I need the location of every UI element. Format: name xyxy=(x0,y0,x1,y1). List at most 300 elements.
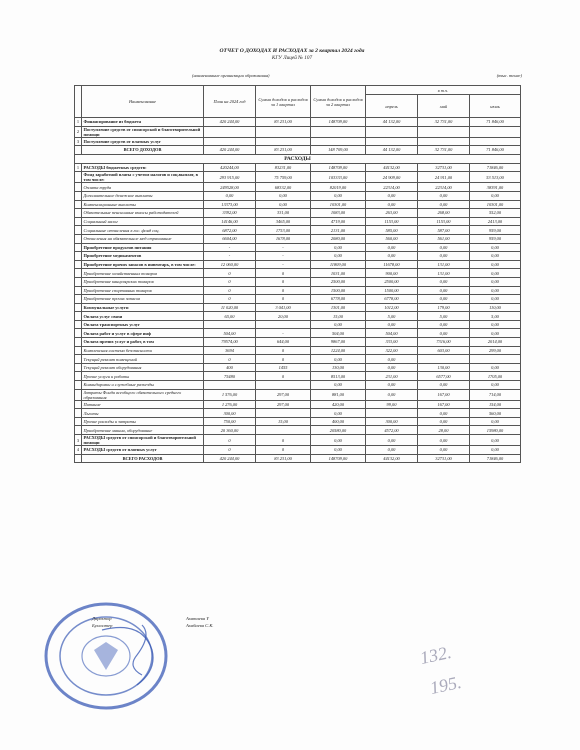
cell-q1: 297,00 xyxy=(256,389,311,400)
cell-name: Социальные отчисления в гос. фонд соц. xyxy=(82,226,204,235)
cell-plan: 1 576,00 xyxy=(204,389,256,400)
cell-plan: 14146,00 xyxy=(204,217,256,226)
cell-name: ВСЕГО РАСХОДОВ xyxy=(82,454,204,463)
table-row xyxy=(75,426,521,435)
cell-jun: 71 846,00 xyxy=(470,146,521,155)
cell-may: 5,00 xyxy=(418,312,470,321)
cell-name: Прочие расходы и затраты xyxy=(82,417,204,426)
cell-may: 0,00 xyxy=(418,446,470,455)
cell-q2: 0,00 xyxy=(311,409,366,418)
cell-apr: 44 132,00 xyxy=(366,146,418,155)
director-label: Директор xyxy=(92,616,112,621)
cell-name: Компенсационные выплаты xyxy=(82,200,204,209)
cell-may: 7316,00 xyxy=(418,338,470,347)
cell-q2: 1031,00 xyxy=(311,269,366,278)
cell-may: 0,00 xyxy=(418,252,470,261)
cell-name: Оплата работ и услуг в сфере инф xyxy=(82,329,204,338)
cell-n xyxy=(75,417,82,426)
cell-q1: 83 231,00 xyxy=(256,454,311,463)
table-row xyxy=(75,277,521,286)
cell-may: 561,00 xyxy=(418,234,470,243)
cell-apr: 2500,00 xyxy=(366,277,418,286)
cell-jun: 71 846,00 xyxy=(470,118,521,127)
cell-name: Приобретение канцелярских товаров xyxy=(82,277,204,286)
cell-q1: 83 231,00 xyxy=(256,118,311,127)
table-row xyxy=(75,435,521,446)
col-q2: Сумма доходов и расходов за 2 квартал xyxy=(311,86,366,118)
cell-plan: - xyxy=(204,252,256,261)
table-row xyxy=(75,409,521,418)
income-expense-table xyxy=(74,85,521,463)
cell-n xyxy=(75,286,82,295)
cell-plan: 75480 xyxy=(204,372,256,381)
cell-q1: 75 759,00 xyxy=(256,172,311,183)
cell-name: Приобретение хозяйственных товаров xyxy=(82,269,204,278)
org-caption: (наименование организации образования) xyxy=(192,73,270,78)
cell-may: 24 911,00 xyxy=(418,172,470,183)
cell-plan: 65,00 xyxy=(204,312,256,321)
cell-jun: 0,00 xyxy=(470,260,521,269)
cell-q2: 2080,00 xyxy=(311,234,366,243)
cell-name: Оплата труда xyxy=(82,183,204,192)
cell-may: 179,00 xyxy=(418,303,470,312)
cell-jun: 154,00 xyxy=(470,400,521,409)
cell-jun: 38391,00 xyxy=(470,183,521,192)
cell-plan: 79574,00 xyxy=(204,338,256,347)
table-row xyxy=(75,389,521,400)
cell-may: 0,00 xyxy=(418,191,470,200)
cell-jun: 0,00 xyxy=(470,320,521,329)
cell-apr: 1153,00 xyxy=(366,217,418,226)
cell-q2: 6778,00 xyxy=(311,295,366,304)
cell-q2: 2131,00 xyxy=(311,226,366,235)
cell-n: 3 xyxy=(75,137,82,146)
cell-apr: 0,00 xyxy=(366,320,418,329)
cell-n xyxy=(75,400,82,409)
table-row xyxy=(75,209,521,218)
cell-n xyxy=(75,200,82,209)
cell-plan: 750,00 xyxy=(204,417,256,426)
cell-n xyxy=(75,269,82,278)
table-row xyxy=(75,146,521,155)
cell-plan: 1 276,00 xyxy=(204,400,256,409)
cell-n xyxy=(75,146,82,155)
cell-n xyxy=(75,252,82,261)
cell-apr: 24 909,00 xyxy=(366,172,418,183)
table-row xyxy=(75,183,521,192)
table-row xyxy=(75,346,521,355)
cell-plan: 20 360,00 xyxy=(204,426,256,435)
cell-jun: 0,00 xyxy=(470,277,521,286)
cell-plan: 400 xyxy=(204,363,256,372)
table-row xyxy=(75,338,521,347)
cell-q1: 20,00 xyxy=(256,312,311,321)
accountant-name: Ахабаева С.К. xyxy=(186,623,214,628)
cell-plan: 0 xyxy=(204,435,256,446)
table-row xyxy=(75,217,521,226)
cell-may: 0,00 xyxy=(418,435,470,446)
cell-may: 1153,00 xyxy=(418,217,470,226)
table-row xyxy=(75,400,521,409)
cell-n xyxy=(75,209,82,218)
cell-name: Поступление средств от спонсорской и благотворительной помощи xyxy=(82,126,204,137)
table-row xyxy=(75,320,521,329)
cell-jun: 552,00 xyxy=(470,209,521,218)
table-row xyxy=(75,312,521,321)
cell-q1 xyxy=(256,320,311,329)
cell-jun: 0,00 xyxy=(470,435,521,446)
cell-plan: 0 xyxy=(204,295,256,304)
cell-may: 167,00 xyxy=(418,389,470,400)
cell-jun: 110,00 xyxy=(470,303,521,312)
cell-apr: 4572,00 xyxy=(366,426,418,435)
cell-name: Поступление средств от платных услуг xyxy=(82,137,204,146)
cell-jun: 560,00 xyxy=(470,409,521,418)
table-row xyxy=(75,200,521,209)
report-sheet xyxy=(62,48,522,461)
cell-jun xyxy=(470,126,521,137)
col-plan: План на 2024 год xyxy=(204,86,256,118)
cell-may: 0,00 xyxy=(418,381,470,390)
cell-q1 xyxy=(256,426,311,435)
cell-q1: 0 xyxy=(256,286,311,295)
cell-q2: 1500,00 xyxy=(311,286,366,295)
table-row xyxy=(75,163,521,172)
cell-apr: 0,00 xyxy=(366,252,418,261)
cell-apr: 0,00 xyxy=(366,435,418,446)
cell-apr: 900,00 xyxy=(366,269,418,278)
table-row xyxy=(75,126,521,137)
cell-q2: 0,00 xyxy=(311,252,366,261)
handwritten-note-1: 132. xyxy=(418,641,454,669)
cell-plan: 13373,00 xyxy=(204,200,256,209)
cell-may: 6577,00 xyxy=(418,372,470,381)
table-row xyxy=(75,226,521,235)
cell-plan: 6872,00 xyxy=(204,226,256,235)
cell-plan: 3694 xyxy=(204,346,256,355)
cell-n: 1 xyxy=(75,163,82,172)
cell-q1: 1753,00 xyxy=(256,226,311,235)
cell-q1: - xyxy=(256,252,311,261)
cell-may: 0,00 xyxy=(418,243,470,252)
cell-n xyxy=(75,355,82,364)
cell-q2: 0,00 xyxy=(311,191,366,200)
cell-q2: 0,00 xyxy=(311,435,366,446)
cell-q1: 15,00 xyxy=(256,417,311,426)
cell-q2: 420,00 xyxy=(311,400,366,409)
cell-apr: 263,00 xyxy=(366,209,418,218)
cell-may: 0,00 xyxy=(418,320,470,329)
cell-may: 0,00 xyxy=(418,295,470,304)
cell-q1: 0 xyxy=(256,346,311,355)
cell-name: РАСХОДЫ средств от спонсорской и благотворительной помощи xyxy=(82,435,204,446)
cell-plan: 0 xyxy=(204,355,256,364)
cell-n: 3 xyxy=(75,435,82,446)
cell-q2: 82019,00 xyxy=(311,183,366,192)
cell-jun: 0,00 xyxy=(470,295,521,304)
cell-q1: 83231,00 xyxy=(256,163,311,172)
cell-q2: 1301,00 xyxy=(311,303,366,312)
cell-q1: 83 231,00 xyxy=(256,146,311,155)
cell-plan: 420 244,00 xyxy=(204,146,256,155)
cell-may: 32731,00 xyxy=(418,163,470,172)
cell-n xyxy=(75,260,82,269)
cell-name: Прочие услуги и работы xyxy=(82,372,204,381)
cell-q1: 644,00 xyxy=(256,338,311,347)
cell-name: Командировки и служебные разъезды xyxy=(82,381,204,390)
cell-name: Оплата услуг связи xyxy=(82,312,204,321)
cell-plan: 504,00 xyxy=(204,329,256,338)
cell-q2: 400,00 xyxy=(311,417,366,426)
cell-apr: 300,00 xyxy=(366,417,418,426)
cell-apr: 6778,00 xyxy=(366,295,418,304)
cell-plan: 420 244,00 xyxy=(204,454,256,463)
cell-apr: 0,00 xyxy=(366,389,418,400)
cell-q1 xyxy=(256,137,311,146)
cell-n xyxy=(75,243,82,252)
cell-q2: 1224,00 xyxy=(311,346,366,355)
cell-q2 xyxy=(311,137,366,146)
cell-name: Приобретение спортивных товаров xyxy=(82,286,204,295)
cell-may: 268,00 xyxy=(418,209,470,218)
cell-n xyxy=(75,312,82,321)
cell-q2: 8513,00 xyxy=(311,372,366,381)
col-june: июнь xyxy=(470,95,521,118)
cell-q2: 148709,00 xyxy=(311,454,366,463)
cell-q1: 3 041,00 xyxy=(256,303,311,312)
cell-n xyxy=(75,234,82,243)
cell-apr: 333,00 xyxy=(366,338,418,347)
cell-n xyxy=(75,381,82,390)
cell-q2: 504,00 xyxy=(311,329,366,338)
cell-may: 0,00 xyxy=(418,409,470,418)
cell-may: 131,00 xyxy=(418,269,470,278)
cell-plan: 420 244,00 xyxy=(204,118,256,127)
cell-jun xyxy=(470,355,521,364)
cell-plan: 0 xyxy=(204,269,256,278)
cell-n xyxy=(75,277,82,286)
cell-plan xyxy=(204,126,256,137)
cell-apr: 1012,00 xyxy=(366,303,418,312)
col-month-group: в т.ч. xyxy=(366,86,521,95)
cell-may: 167,00 xyxy=(418,400,470,409)
cell-may: 0,00 xyxy=(418,417,470,426)
cell-apr: 322,00 xyxy=(366,346,418,355)
table-row xyxy=(75,252,521,261)
cell-q1: 0 xyxy=(256,277,311,286)
table-row xyxy=(75,286,521,295)
cell-name: Дополнительное денежное выплаты xyxy=(82,191,204,200)
cell-q1: 0 xyxy=(256,372,311,381)
cell-jun: 0,00 xyxy=(470,417,521,426)
report-title: ОТЧЕТ О ДОХОДАХ И РАСХОДАХ за 2 квартал 2024 года xyxy=(219,48,365,54)
table-row xyxy=(75,137,521,146)
cell-name: Финансирование из бюджета xyxy=(82,118,204,127)
cell-apr xyxy=(366,137,418,146)
cell-q1: 331,00 xyxy=(256,209,311,218)
cell-plan: - xyxy=(204,243,256,252)
cell-plan: 0 xyxy=(204,277,256,286)
col-april: апрель xyxy=(366,95,418,118)
cell-n xyxy=(75,426,82,435)
cell-n xyxy=(75,389,82,400)
cell-may: 32731,00 xyxy=(418,454,470,463)
cell-plan: 12 060,00 xyxy=(204,260,256,269)
cell-apr: 585,00 xyxy=(366,226,418,235)
cell-may: 32 731,00 xyxy=(418,118,470,127)
cell-name: Приобретение машин, оборудование xyxy=(82,426,204,435)
cell-q1: - xyxy=(256,243,311,252)
cell-apr: 44132,00 xyxy=(366,163,418,172)
cell-apr: 0,00 xyxy=(366,381,418,390)
cell-jun: 0,00 xyxy=(470,363,521,372)
cell-jun: 10301,00 xyxy=(470,200,521,209)
cell-q1: - xyxy=(256,260,311,269)
cell-apr: 5,00 xyxy=(366,312,418,321)
cell-plan: 300,00 xyxy=(204,409,256,418)
cell-name: Комплексная система безопасности xyxy=(82,346,204,355)
cell-may: 0,00 xyxy=(418,200,470,209)
cell-may: 603,00 xyxy=(418,346,470,355)
cell-may xyxy=(418,137,470,146)
cell-jun: 2413,00 xyxy=(470,217,521,226)
cell-q2: 0,00 xyxy=(311,243,366,252)
cell-may: 0,00 xyxy=(418,286,470,295)
table-row xyxy=(75,118,521,127)
cell-apr: 560,00 xyxy=(366,234,418,243)
cell-q1 xyxy=(256,409,311,418)
col-may: май xyxy=(418,95,470,118)
cell-n xyxy=(75,303,82,312)
cell-apr: 0,00 xyxy=(366,363,418,372)
cell-jun: 15980,00 xyxy=(470,426,521,435)
cell-name: Приобретение продуктов питания xyxy=(82,243,204,252)
table-row xyxy=(75,355,521,364)
cell-apr xyxy=(366,126,418,137)
cell-name: Оплата прочих услуг и работ, в том xyxy=(82,338,204,347)
cell-name: Коммунальные услуги xyxy=(82,303,204,312)
cell-apr: 504,00 xyxy=(366,329,418,338)
cell-n xyxy=(75,183,82,192)
table-row xyxy=(75,295,521,304)
col-n xyxy=(75,86,82,118)
cell-name: Текущий ремонт помещений xyxy=(82,355,204,364)
cell-name: Отчисления на обязательное мед страхование xyxy=(82,234,204,243)
cell-may: 22314,00 xyxy=(418,183,470,192)
cell-q2: 2500,00 xyxy=(311,277,366,286)
cell-q1: 1455 xyxy=(256,363,311,372)
cell-plan xyxy=(204,381,256,390)
table-row xyxy=(75,303,521,312)
cell-jun xyxy=(470,137,521,146)
cell-q1: 0 xyxy=(256,295,311,304)
cell-n: 2 xyxy=(75,126,82,137)
cell-n xyxy=(75,217,82,226)
cell-name: Приобретение медикаментов xyxy=(82,252,204,261)
cell-jun: 0,00 xyxy=(470,252,521,261)
cell-may: 0,00 xyxy=(418,329,470,338)
cell-jun: 71846,00 xyxy=(470,454,521,463)
cell-q1: 68332,00 xyxy=(256,183,311,192)
cell-jun: 53 513,00 xyxy=(470,172,521,183)
col-q1: Сумма доходов и расходов за 1 квартал xyxy=(256,86,311,118)
cell-n xyxy=(75,346,82,355)
cell-q1: 0,00 xyxy=(256,191,311,200)
table-row xyxy=(75,234,521,243)
table-row xyxy=(75,381,521,390)
cell-jun: 0,00 xyxy=(470,329,521,338)
cell-apr: 0,00 xyxy=(366,191,418,200)
cell-jun: 5,00 xyxy=(470,312,521,321)
cell-apr: 99,00 xyxy=(366,400,418,409)
cell-q2: 15,00 xyxy=(311,312,366,321)
cell-q1 xyxy=(256,126,311,137)
cell-name: ВСЕГО ДОХОДОВ xyxy=(82,146,204,155)
cell-name: Льготы xyxy=(82,409,204,418)
cell-n xyxy=(75,329,82,338)
cell-name: РАСХОДЫ бюджетных средств: xyxy=(82,163,204,172)
cell-n xyxy=(75,191,82,200)
cell-q2: 148709,00 xyxy=(311,118,366,127)
cell-jun: 71846,00 xyxy=(470,163,521,172)
cell-plan: 11 020,00 xyxy=(204,303,256,312)
cell-q1 xyxy=(256,381,311,390)
cell-q1: 0 xyxy=(256,269,311,278)
school-name: КГУ Лицей № 107 xyxy=(271,55,313,61)
cell-n: 1 xyxy=(75,118,82,127)
cell-q1: 1678,00 xyxy=(256,234,311,243)
cell-q2: 130,00 xyxy=(311,363,366,372)
cell-jun: 0,00 xyxy=(470,381,521,390)
cell-jun: 0,00 xyxy=(470,243,521,252)
cell-n xyxy=(75,338,82,347)
cell-q2: 1083,00 xyxy=(311,209,366,218)
cell-may xyxy=(418,355,470,364)
cell-plan: 249528,00 xyxy=(204,183,256,192)
cell-q1: 0 xyxy=(256,435,311,446)
cell-q2: 11809,00 xyxy=(311,260,366,269)
handwritten-note-2: 195. xyxy=(428,671,464,699)
table-row xyxy=(75,260,521,269)
cell-q2 xyxy=(311,126,366,137)
cell-plan: 0 xyxy=(204,446,256,455)
cell-q2: 881,00 xyxy=(311,389,366,400)
cell-jun: 0,00 xyxy=(470,446,521,455)
cell-q1: 0,00 xyxy=(256,200,311,209)
cell-may: 131,00 xyxy=(418,260,470,269)
cell-q1: 0 xyxy=(256,355,311,364)
cell-q2: 0,00 xyxy=(311,446,366,455)
cell-n xyxy=(75,363,82,372)
cell-jun: 0,00 xyxy=(470,269,521,278)
cell-q2: 148 709,00 xyxy=(311,146,366,155)
cell-name: Приобретение прочих запасов xyxy=(82,295,204,304)
cell-q2: 20580,00 xyxy=(311,426,366,435)
cell-apr: 0,00 xyxy=(366,355,418,364)
cell-may: 587,00 xyxy=(418,226,470,235)
cell-q2: 4719,00 xyxy=(311,217,366,226)
table-row xyxy=(75,191,521,200)
cell-plan: 293 915,00 xyxy=(204,172,256,183)
units-label: (тыс. тенге) xyxy=(496,73,522,78)
cell-n xyxy=(75,409,82,418)
cell-jun: 1705,00 xyxy=(470,372,521,381)
cell-q1: 0 xyxy=(256,446,311,455)
cell-q1: 297,00 xyxy=(256,400,311,409)
cell-n xyxy=(75,172,82,183)
expenses-section-title: РАСХОДЫ xyxy=(75,154,521,163)
cell-may: 28,00 xyxy=(418,426,470,435)
